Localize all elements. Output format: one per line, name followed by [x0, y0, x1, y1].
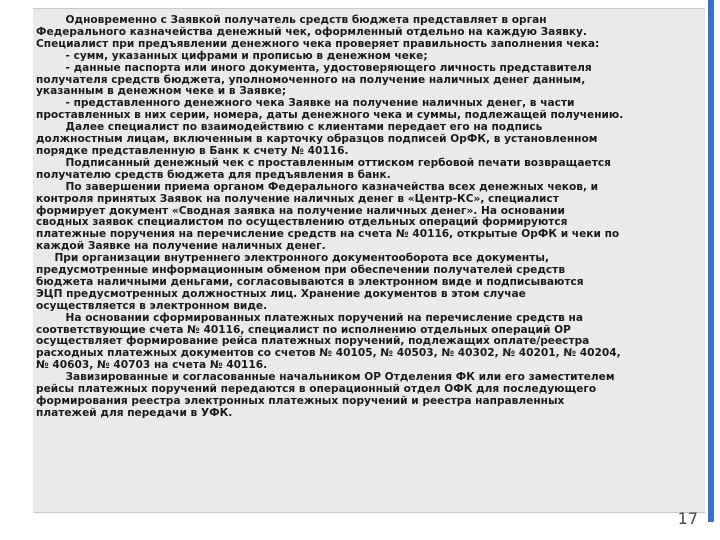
text-box	[33, 8, 705, 513]
accent-rule	[708, 0, 714, 522]
body-text: Одновременно с Заявкой получатель средств бюджета представляет в орган Федерального казначейства денежный чек, оформленный отдельно на каждую Заявку. Специалист при предъявлении денежного чека проверяет правильность заполнения чека: - сумм, указанных цифрами и прописью в денежном чеке; - данные паспорта или иного документа, удостоверяющего личность представителя получателя средств бюджета, уполномоченного на получение наличных денег данным, указанным в денежном чеке и в Заявке; - представленного денежного чека Заявке на получение наличных денег, в части проставленных в них серии, номера, даты денежного чека и суммы, подлежащей получению. Далее специалист по взаимодействию с клиентами передает его на подпись должностным лицам, включенным в карточку образцов подписей ОрФК, в установленном порядке представленную в Банк к счету № 40116. Подписанный денежный чек с проставленным оттиском гербовой печати возвращается получателю средств бюджета для предъявления в банк. По завершении приема органом Федерального казначейства всех денежных чеков, и контроля принятых Заявок на получение наличных денег в «Центр-КС», специалист формирует документ «Сводная заявка на получение наличных денег». На основании сводных заявок специалистом по осуществлению отдельных операций формируются платежные поручения на перечисление средств на счета № 40116, открытые ОрФК и чеки по каждой Заявке на получение наличных денег. При организации внутреннего электронного документооборота все документы, предусмотренные информационным обменом при обеспечении получателей средств бюджета наличными деньгами, согласовываются в электронном виде и подписываются ЭЦП предусмотренных должностных лиц. Хранение документов в этом случае осуществляется в электронном виде. На основании сформированных платежных поручений на перечисление средств на соответствующие счета № 40116, специалист по исполнению отдельных операций ОР осуществляет формирование рейса платежных поручений, подлежащих оплате/реестра расходных платежных документов со счетов № 40105, № 40503, № 40302, № 40201, № 40204, № 40603, № 40703 на счета № 40116. Завизированные и согласованные начальником ОР Отделения ФК или его заместителем рейсы платежных поручений передаются в операционный отдел ОФК для последующего формирования реестра электронных платежных поручений и реестра направленных платежей для передачи в УФК.	[36, 14, 624, 419]
page-number: 17	[677, 509, 698, 528]
